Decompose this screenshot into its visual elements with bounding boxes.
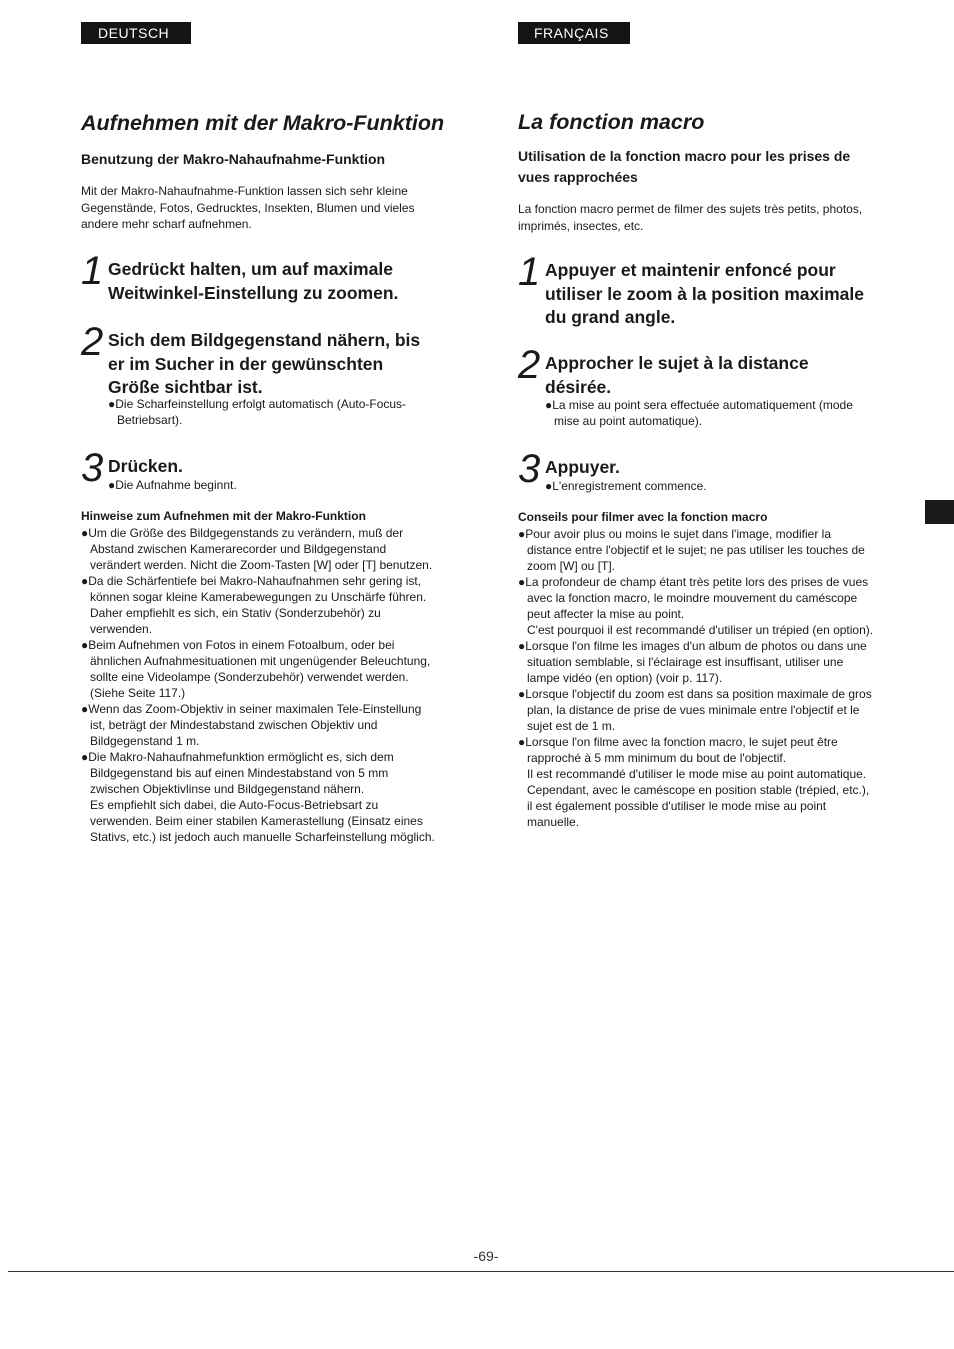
hint-line: ●Lorsque l'objectif du zoom est dans sa position maximale de gros: [518, 687, 872, 701]
hint-line: C'est pourquoi il est recommandé d'utiliser un trépied (en option).: [527, 623, 874, 637]
step-note: [545, 397, 895, 429]
step-line: utiliser le zoom à la position maximale: [545, 283, 864, 304]
step-number: 3: [518, 447, 541, 491]
intro-line: Mit der Makro-Nahaufnahme-Funktion lassen sich sehr kleine: [81, 184, 408, 198]
hint-line: distance entre l'objectif et le sujet; ne pas utiliser les touches de: [527, 543, 865, 557]
hint-line: avec la fonction macro, le moindre mouvement du caméscope: [527, 591, 858, 605]
step-line: Gedrückt halten, um auf maximale: [108, 259, 393, 279]
intro-line: imprimés, insectes, etc.: [518, 218, 644, 233]
hint-line: Abstand zwischen Kamerarecorder und Bildgegenstand: [90, 542, 387, 556]
hint-line: plan, la distance de prise de vues minimale entre l'objectif et le: [527, 703, 860, 717]
hint-line: verwenden. Beim einer stabilen Kamerastellung (Einsatz eines: [90, 814, 423, 828]
step-line: Appuyer.: [545, 457, 620, 477]
hint-line: situation semblable, si l'éclairage est insuffisant, utiliser une: [527, 655, 844, 669]
step-text: [545, 352, 897, 399]
intro-line: Gegenstände, Fotos, Gedrucktes, Insekten, Blumen und vieles: [81, 200, 415, 215]
page-number-text: -69-: [473, 1248, 499, 1264]
page-title-fr: La fonction macro: [518, 110, 705, 134]
hint-line: rapproché à 5 mm minimum du bout de l'objectif.: [527, 751, 787, 765]
hint-line: ●La profondeur de champ étant très petite lors des prises de vues: [518, 575, 869, 589]
step-number: 2: [81, 320, 104, 364]
step-note: [108, 477, 458, 493]
hint-line: ●Da die Schärfentiefe bei Makro-Nahaufnahmen sehr gering ist,: [81, 574, 422, 588]
page-number: [0, 1248, 954, 1264]
subtitle-line: vues rapprochées: [518, 169, 638, 185]
step-number: 3: [81, 446, 104, 490]
subtitle-de: Benutzung der Makro-Nahaufnahme-Funktion: [81, 151, 386, 167]
intro-text-de: [81, 183, 415, 233]
hint-line: ähnlichen Aufnahmesituationen mit ungenügender Beleuchtung,: [90, 654, 431, 668]
note-line: ●La mise au point sera effectuée automatiquement (mode: [545, 398, 853, 412]
step-number: 1: [518, 250, 541, 294]
step-line: Drücken.: [108, 456, 183, 476]
intro-line: La fonction macro permet de filmer des sujets très petits, photos,: [518, 202, 863, 216]
hint-line: zoom [W] ou [T].: [527, 559, 616, 573]
step-line: désirée.: [545, 376, 612, 397]
hint-line: ●Die Makro-Nahaufnahmefunktion ermöglicht es, sich dem: [81, 750, 394, 764]
hint-line: Es empfiehlt sich dabei, die Auto-Focus-Betriebsart zu: [90, 798, 379, 812]
hint-line: zwischen Objektivlinse und Bildgegenstand nähern.: [90, 782, 365, 796]
hints-list-de: [81, 525, 453, 845]
hint-line: Bildgegenstand bis auf einen Mindestabstand von 5 mm: [90, 766, 389, 780]
hints-title-fr: Conseils pour filmer avec la fonction macro: [518, 510, 768, 524]
hint-line: il est également possible d'utiliser le mode mise au point: [527, 799, 827, 813]
hints-list-fr: [518, 526, 890, 830]
hint-line: ●Um die Größe des Bildgegenstands zu verändern, muß der: [81, 526, 404, 540]
hint-line: Daher empfiehlt es sich, ein Stativ (Sonderzubehör) zu: [90, 606, 381, 620]
hint-line: Stativs, etc.) ist jedoch auch manuelle Scharfeinstellung möglich.: [90, 830, 435, 844]
step-number: 1: [81, 249, 104, 293]
note-line: ●Die Scharfeinstellung erfolgt automatisch (Auto-Focus-: [108, 397, 407, 411]
language-tab-deutsch: DEUTSCH: [81, 22, 191, 44]
language-tab-francais: FRANÇAIS: [518, 22, 630, 44]
hint-line: manuelle.: [527, 815, 580, 829]
hint-line: ●Lorsque l'on filme les images d'un album de photos ou dans une: [518, 639, 867, 653]
hint-line: sujet est de 1 m.: [527, 719, 616, 733]
step-line: Größe sichtbar ist.: [108, 377, 263, 397]
hint-line: Bildgegenstand 1 m.: [90, 734, 200, 748]
note-line: ●L'enregistrement commence.: [545, 479, 707, 493]
note-line: mise au point automatique).: [554, 414, 703, 428]
hint-line: sollte eine Videolampe (Sonderzubehör) verwendet werden.: [90, 670, 409, 684]
hint-line: ●Pour avoir plus ou moins le sujet dans l'image, modifier la: [518, 527, 832, 541]
step-line: Weitwinkel-Einstellung zu zoomen.: [108, 282, 399, 303]
section-marker: [925, 500, 954, 524]
note-line: ●Die Aufnahme beginnt.: [108, 478, 237, 492]
hint-line: verändert werden. Nicht die Zoom-Tasten [W] oder [T] benutzen.: [90, 558, 433, 572]
step-note: [108, 396, 458, 428]
step-text: [108, 329, 460, 400]
step-line: Sich dem Bildgegenstand nähern, bis: [108, 330, 421, 350]
intro-line: andere mehr scharf aufnehmen.: [81, 217, 252, 231]
hint-line: können sogar kleine Kamerabewegungen zu Unschärfe führen.: [90, 590, 427, 604]
intro-text-fr: [518, 201, 862, 234]
step-note: [545, 478, 895, 494]
step-text: [108, 258, 460, 305]
hint-line: verwenden.: [90, 622, 153, 636]
page-title-de: Aufnehmen mit der Makro-Funktion: [81, 111, 445, 135]
step-line: du grand angle.: [545, 307, 676, 327]
hint-line: Cependant, avec le caméscope en position stable (trépied, etc.),: [527, 783, 870, 797]
hint-line: ●Lorsque l'on filme avec la fonction macro, le sujet peut être: [518, 735, 838, 749]
hint-line: (Siehe Seite 117.): [90, 686, 186, 700]
step-text: [108, 455, 460, 479]
step-line: Approcher le sujet à la distance: [545, 353, 809, 373]
hint-line: Il est recommandé d'utiliser le mode mise au point automatique.: [527, 767, 867, 781]
hint-line: peut affecter la mise au point.: [527, 607, 685, 621]
step-text: [545, 456, 897, 480]
hint-line: lampe vidéo (en option) (voir p. 117).: [527, 671, 723, 685]
hint-line: ist, beträgt der Mindestabstand zwischen Objektiv und: [90, 718, 378, 732]
step-line: er im Sucher in der gewünschten: [108, 353, 384, 374]
step-text: [545, 259, 897, 330]
subtitle-fr: [518, 146, 850, 188]
step-number: 2: [518, 343, 541, 387]
subtitle-line: Utilisation de la fonction macro pour les prises de: [518, 148, 851, 164]
hint-line: ●Beim Aufnehmen von Fotos in einem Fotoalbum, oder bei: [81, 638, 395, 652]
hint-line: ●Wenn das Zoom-Objektiv in seiner maximalen Tele-Einstellung: [81, 702, 422, 716]
step-line: Appuyer et maintenir enfoncé pour: [545, 260, 836, 280]
hints-title-de: Hinweise zum Aufnehmen mit der Makro-Funktion: [81, 509, 366, 523]
bottom-rule: [8, 1271, 954, 1272]
note-line: Betriebsart).: [117, 413, 183, 427]
